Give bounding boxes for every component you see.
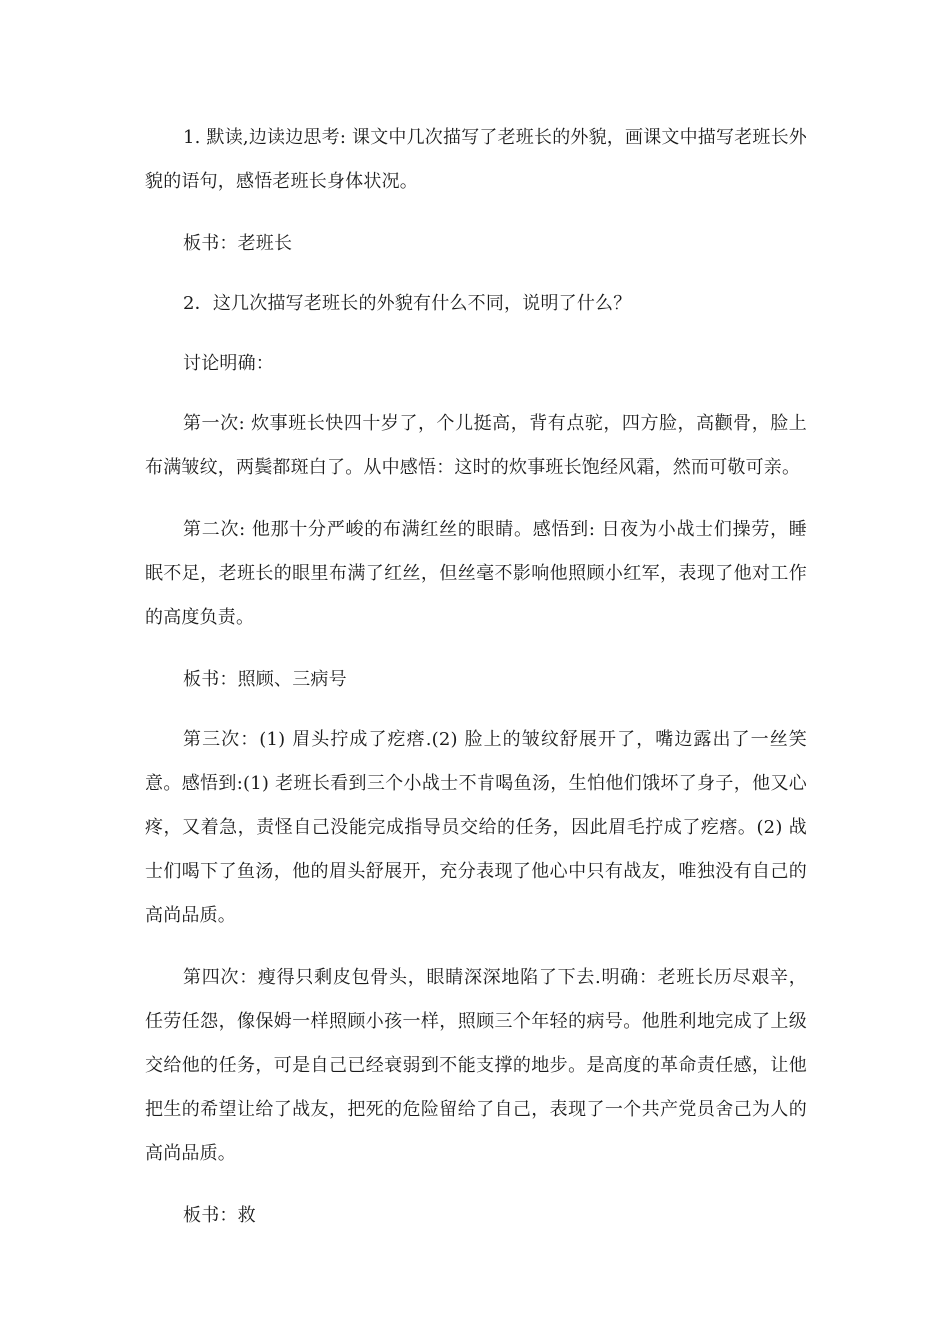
blackboard-note-2: 板书：照顾、三病号 bbox=[183, 669, 347, 690]
paragraph-first-description: 第一次: 炊事班长快四十岁了，个儿挺高，背有点驼，四方脸，高颧骨，脸上布满皱纹，两鬓都斑白了。从中感悟：这时的炊事班长饱经风霜，然而可敬可亲。 bbox=[145, 413, 807, 478]
paragraph-task-2: 2．这几次描写老班长的外貌有什么不同，说明了什么？ bbox=[183, 293, 632, 314]
paragraph-third-description: 第三次：(1) 眉头拧成了疙瘩.(2) 脸上的皱纹舒展开了，嘴边露出了一丝笑意。感悟到:(1) 老班长看到三个小战士不肯喝鱼汤，生怕他们饿坏了身子，他又心疼，又着急，责怪自己没能完成指导员交给的任务，因此眉毛拧成了疙瘩。(2) 战士们喝下了鱼汤，他的眉头舒展开，充分表现了他心中只有战友，唯独没有自己的高尚品质。 bbox=[145, 729, 807, 926]
document-body bbox=[145, 116, 807, 1254]
blackboard-note-1: 板书：老班长 bbox=[183, 233, 293, 254]
discussion-heading: 讨论明确： bbox=[183, 353, 274, 374]
paragraph-fourth-description: 第四次：瘦得只剩皮包骨头，眼睛深深地陷了下去.明确：老班长历尽艰辛，任劳任怨，像保姆一样照顾小孩一样，照顾三个年轻的病号。他胜利地完成了上级交给他的任务，可是自己已经衰弱到不能支撑的地步。是高度的革命责任感，让他把生的希望让给了战友，把死的危险留给了自己，表现了一个共产党员舍己为人的高尚品质。 bbox=[145, 967, 807, 1164]
blackboard-note-3: 板书：救 bbox=[183, 1205, 256, 1226]
paragraph-second-description: 第二次: 他那十分严峻的布满红丝的眼睛。感悟到: 日夜为小战士们操劳，睡眠不足，老班长的眼里布满了红丝，但丝毫不影响他照顾小红军，表现了他对工作的高度负责。 bbox=[145, 519, 807, 628]
paragraph-task-1: 1. 默读,边读边思考: 课文中几次描写了老班长的外貌，画课文中描写老班长外貌的语句，感悟老班长身体状况。 bbox=[145, 127, 807, 192]
